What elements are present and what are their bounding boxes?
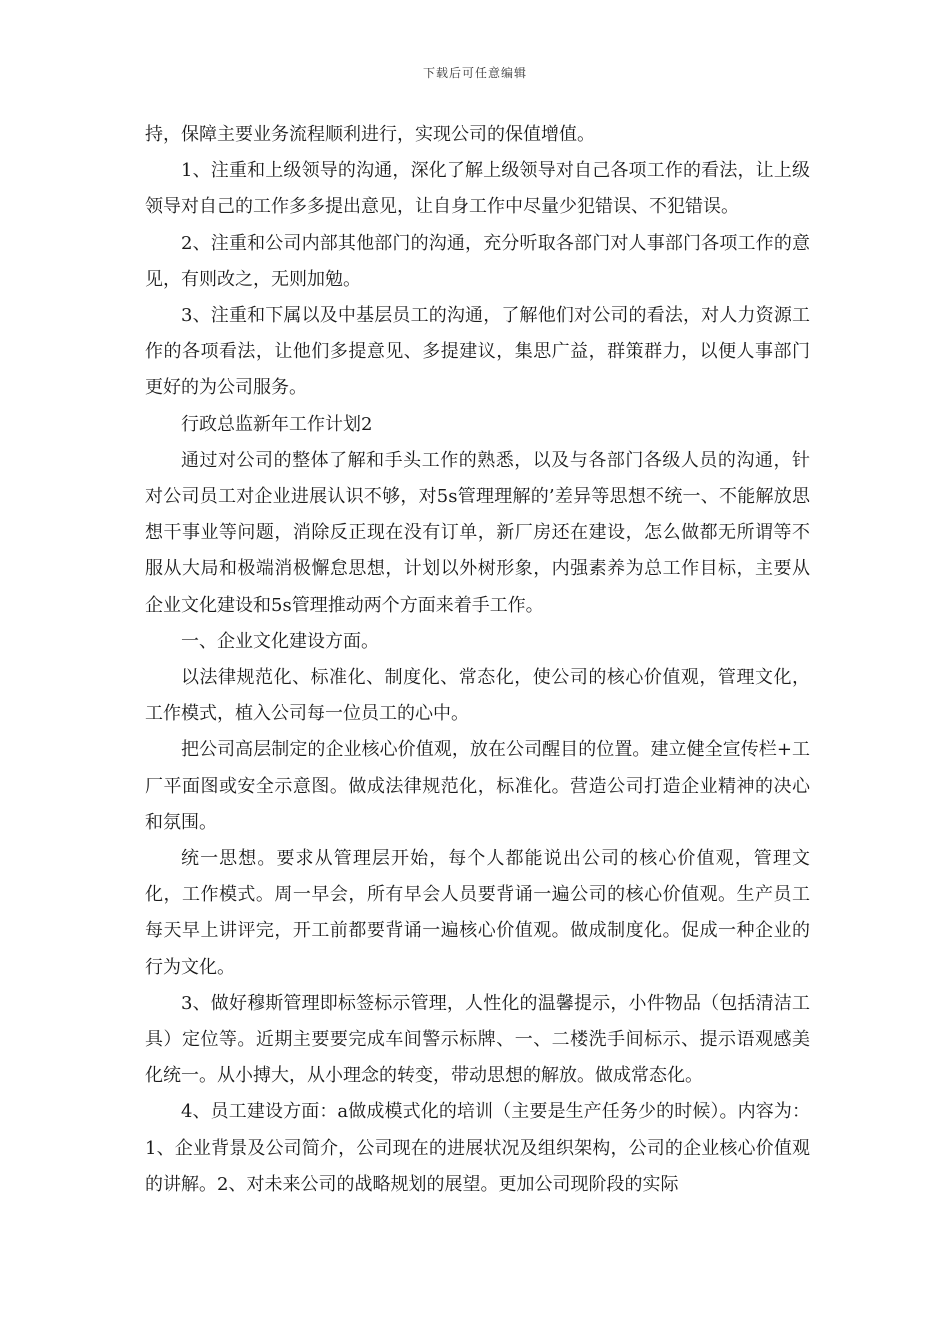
- paragraph: 统一思想。要求从管理层开始，每个人都能说出公司的核心价值观，管理文化，工作模式。周一早会，所有早会人员要背诵一遍公司的核心价值观。生产员工每天早上讲评完，开工前都要背诵一遍核心价值观。做成制度化。促成一种企业的行为文化。: [145, 848, 810, 978]
- page-header: 下载后可任意编辑: [422, 66, 527, 80]
- paragraph: 把公司高层制定的企业核心价值观，放在公司醒目的位置。建立健全宣传栏+工厂平面图或安全示意图。做成法律规范化，标准化。营造公司打造企业精神的决心和氛围。: [145, 739, 810, 833]
- paragraph: 3、做好穆斯管理即标签标示管理，人性化的温馨提示，小件物品（包括清洁工具）定位等。近期主要要完成车间警示标牌、一、二楼洗手间标示、提示语观感美化统一。从小搏大，从小理念的转变，带动思想的解放。做成常态化。: [145, 992, 810, 1087]
- document-body: [145, 117, 810, 1203]
- paragraph: 4、员工建设方面：a做成模式化的培训（主要是生产任务少的时候）。内容为：1、企业背景及公司简介，公司现在的进展状况及组织架构，公司的企业核心价值观的讲解。2、对未来公司的战略规划的展望。更加公司现阶段的实际: [145, 1101, 810, 1195]
- paragraph: 通过对公司的整体了解和手头工作的熟悉，以及与各部门各级人员的沟通，针对公司员工对企业进展认识不够，对5s管理理解的’差异等思想不统一、不能解放思想干事业等问题，消除反正现在没有订单，新厂房还在建设，怎么做都无所谓等不服从大局和极端消极懈怠思想，计划以外树形象，内强素养为总工作目标，主要从企业文化建设和5s管理推动两个方面来着手工作。: [145, 449, 810, 616]
- paragraph: 1、注重和上级领导的沟通，深化了解上级领导对自己各项工作的看法，让上级领导对自己的工作多多提出意见，让自身工作中尽量少犯错误、不犯错误。: [145, 160, 810, 218]
- section-heading: 一、企业文化建设方面。: [181, 630, 379, 652]
- section-title: 行政总监新年工作计划2: [181, 413, 373, 435]
- paragraph: 以法律规范化、标准化、制度化、常态化，使公司的核心价值观，管理文化，工作模式，植入公司每一位员工的心中。: [145, 667, 810, 725]
- paragraph: 2、注重和公司内部其他部门的沟通，充分听取各部门对人事部门各项工作的意见，有则改之，无则加勉。: [145, 232, 810, 290]
- paragraph-continuation: 持，保障主要业务流程顺利进行，实现公司的保值增值。: [145, 124, 595, 145]
- paragraph: 3、注重和下属以及中基层员工的沟通，了解他们对公司的看法，对人力资源工作的各项看法，让他们多提意见、多提建议，集思广益，群策群力，以便人事部门更好的为公司服务。: [145, 305, 810, 399]
